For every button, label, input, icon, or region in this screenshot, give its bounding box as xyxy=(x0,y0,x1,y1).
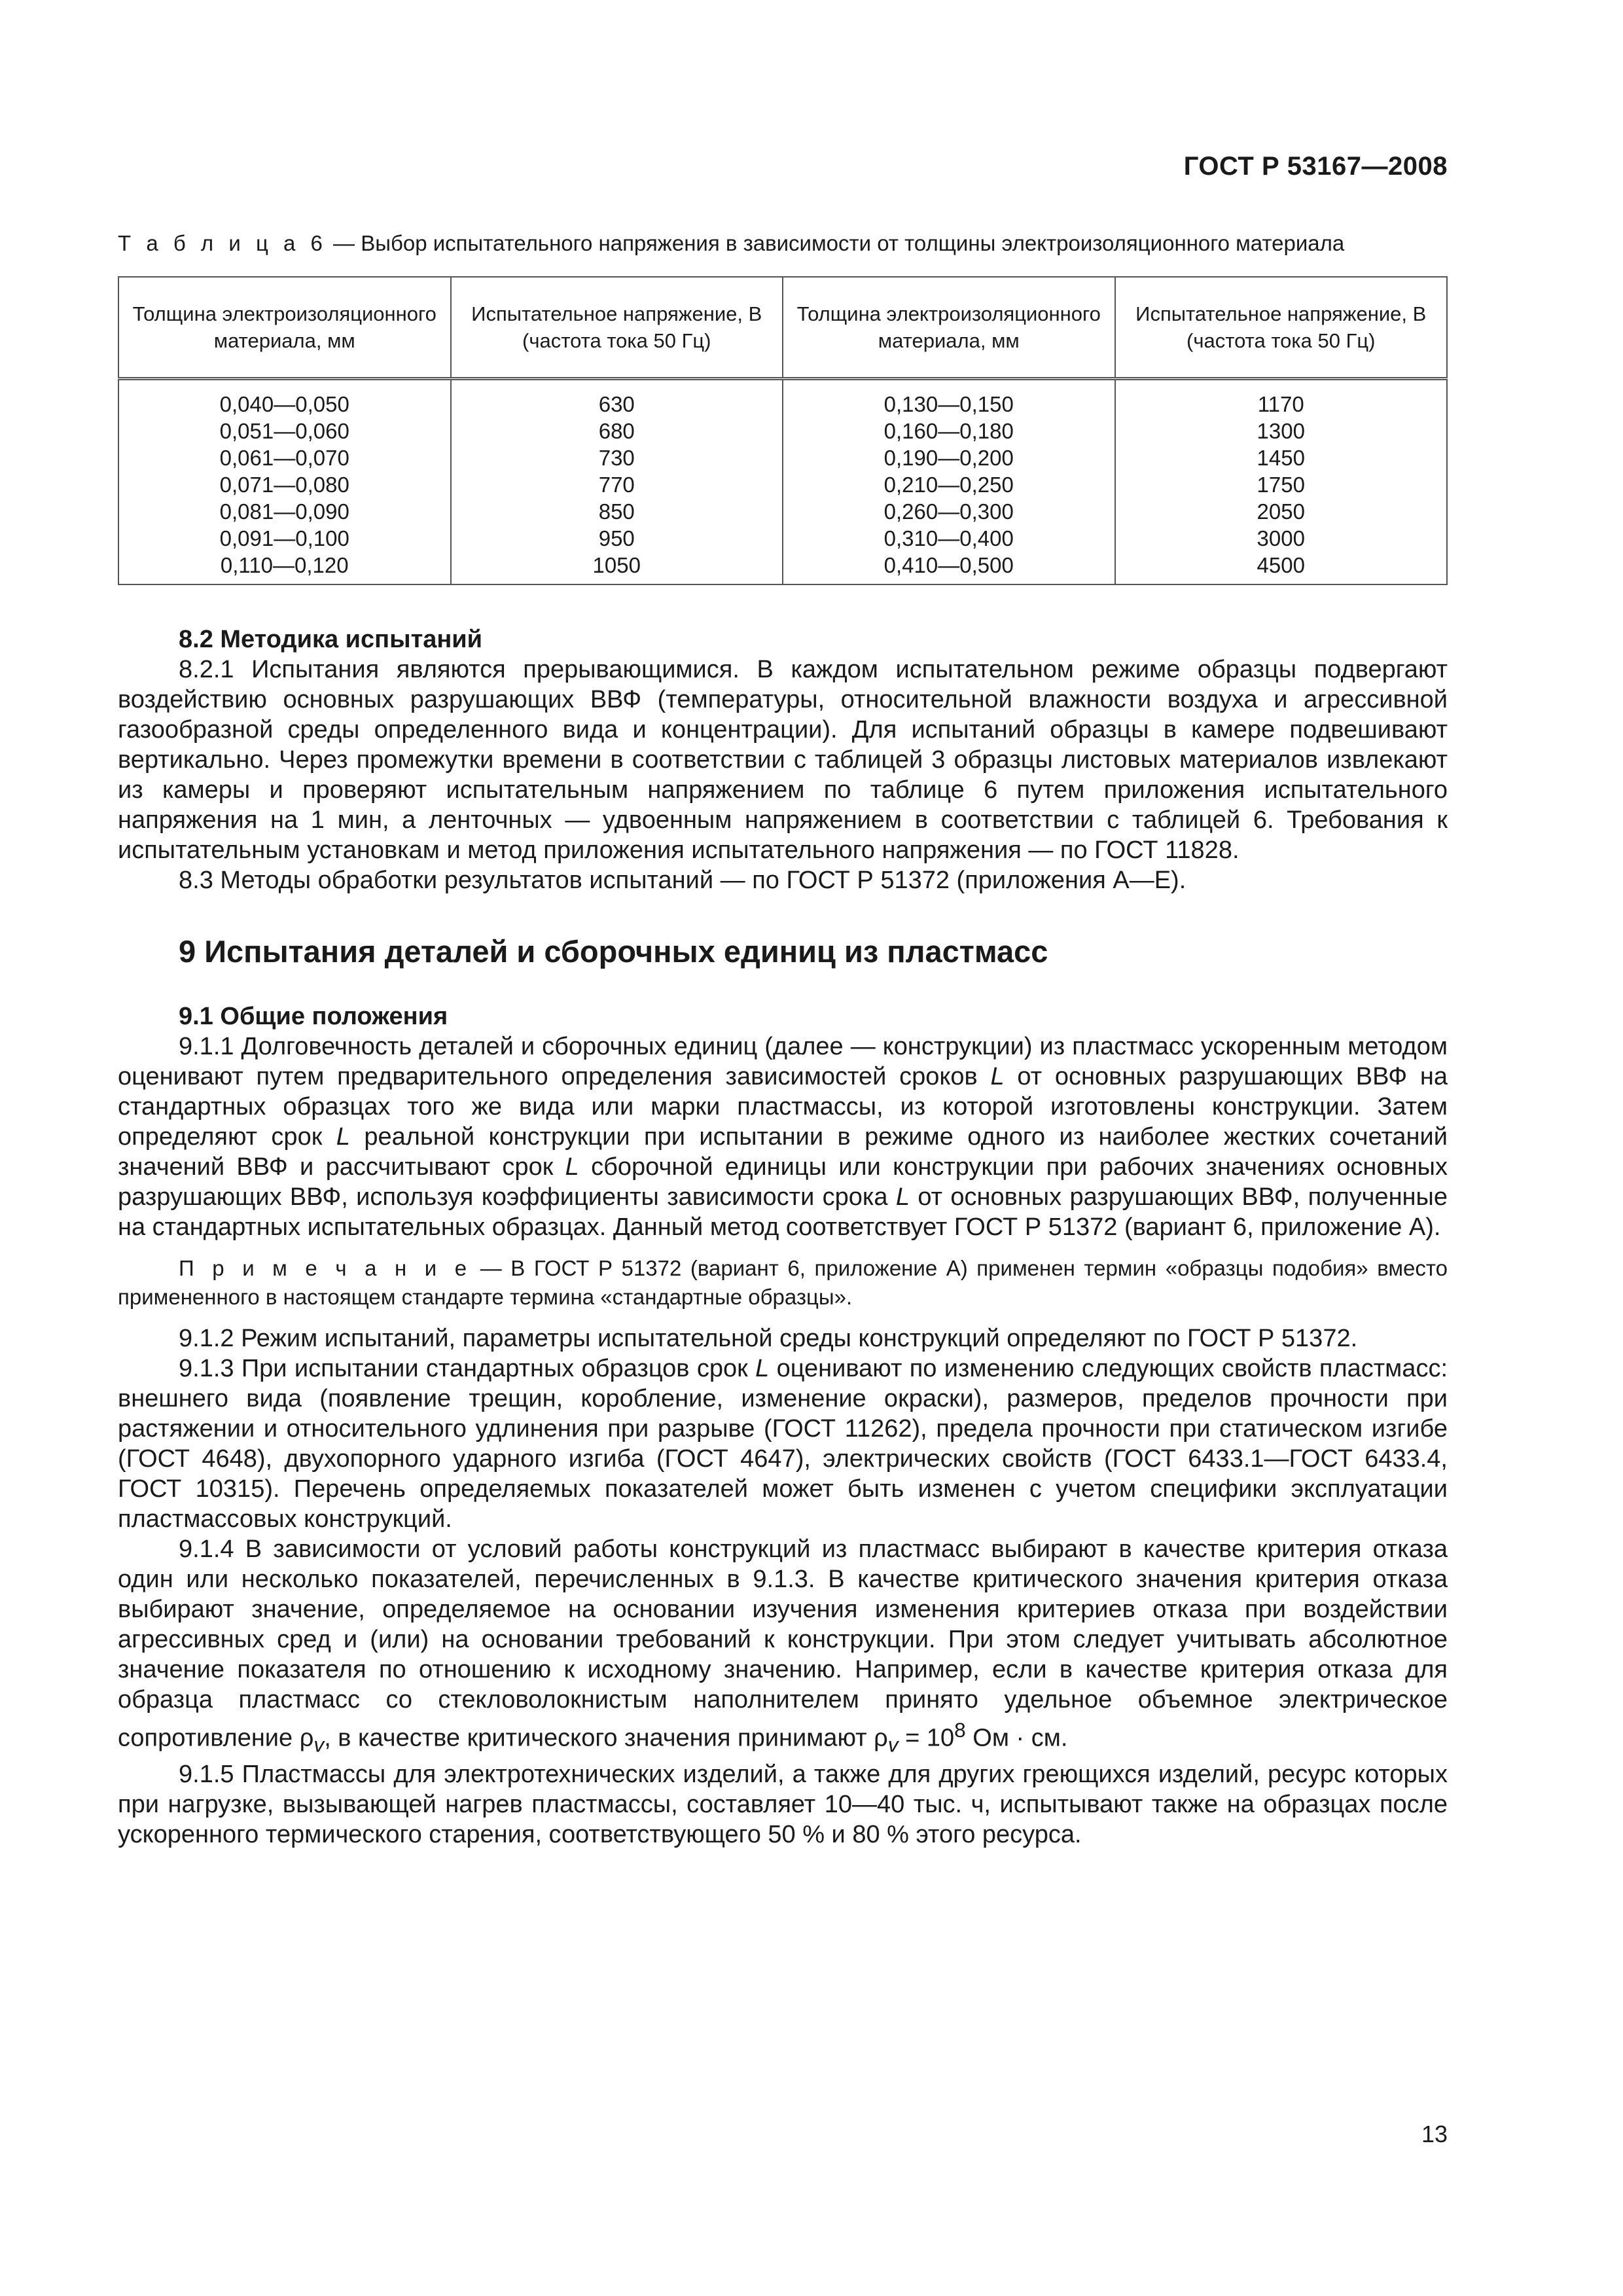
subscript-v: v xyxy=(313,1732,325,1757)
cell-value: 0,410—0,500 xyxy=(883,553,1014,577)
table-cell-thickness xyxy=(783,379,1115,585)
cell-value: 0,160—0,180 xyxy=(883,419,1014,443)
table-caption-label: Т а б л и ц а 6 xyxy=(118,231,327,255)
cell-value: 0,051—0,060 xyxy=(219,419,349,443)
document-header-id: ГОСТ Р 53167—2008 xyxy=(1183,152,1448,181)
cell-value: 850 xyxy=(598,499,635,524)
text-run: от основных разрушающих ВВФ на стандартных образцах того же вида или марки пластмассы, из которой изготовлены конструкции. Затем определяют срок xyxy=(118,1063,1448,1151)
paragraph-9-1-2: 9.1.2 Режим испытаний, параметры испытательной среды конструкций определяют по ГОСТ Р 51372. xyxy=(179,1325,1358,1352)
cell-value: 0,310—0,400 xyxy=(883,526,1014,550)
cell-value: 0,210—0,250 xyxy=(883,473,1014,497)
cell-value: 2050 xyxy=(1257,499,1305,524)
text-run: Ом · см. xyxy=(965,1724,1068,1752)
paragraph-9-1-1 xyxy=(118,1031,1448,1242)
cell-value: 3000 xyxy=(1257,526,1305,550)
cell-value: 0,091—0,100 xyxy=(219,526,349,550)
variable-L: L xyxy=(990,1063,1005,1090)
cell-value: 0,071—0,080 xyxy=(219,473,349,497)
table-caption xyxy=(118,229,1448,258)
table-cell-thickness xyxy=(118,379,451,585)
table-cell-voltage xyxy=(1115,379,1448,585)
cell-value: 0,081—0,090 xyxy=(219,499,349,524)
table-header-cell: Испытательное напряжение, В (частота тока 50 Гц) xyxy=(1115,277,1448,379)
symbol-rho: ρ xyxy=(874,1724,888,1752)
page-content xyxy=(118,229,1448,1850)
variable-L: L xyxy=(895,1183,910,1211)
cell-value: 950 xyxy=(598,526,635,550)
cell-value: 0,110—0,120 xyxy=(220,553,349,577)
cell-value: 1750 xyxy=(1257,473,1305,497)
paragraph-8-3: 8.3 Методы обработки результатов испытаний — по ГОСТ Р 51372 (приложения А—Е). xyxy=(179,867,1186,894)
symbol-rho: ρ xyxy=(299,1724,314,1752)
cell-value: 630 xyxy=(598,392,635,416)
note xyxy=(118,1254,1448,1312)
variable-L: L xyxy=(336,1123,350,1151)
cell-value: 4500 xyxy=(1257,553,1305,577)
cell-value: 770 xyxy=(598,473,635,497)
note-label: П р и м е ч а н и е xyxy=(179,1256,472,1280)
subsection-heading-9-1: 9.1 Общие положения xyxy=(179,1003,448,1030)
cell-value: 680 xyxy=(598,419,635,443)
text-run: от основных разрушающих ВВФ, полученные на стандартных испытательных образцах. Данный метод соответствует ГОСТ Р 51372 (вариант 6, приложение А). xyxy=(118,1183,1448,1241)
table-header-cell: Испытательное напряжение, В (частота тока 50 Гц) xyxy=(451,277,783,379)
text-run: реальной конструкции при испытании в режиме одного из наиболее жестких сочетаний значений ВВФ и рассчитывают срок xyxy=(118,1123,1448,1181)
table-header-row xyxy=(118,277,1447,379)
table-cell-voltage xyxy=(451,379,783,585)
cell-value: 0,260—0,300 xyxy=(883,499,1014,524)
cell-value: 1450 xyxy=(1257,446,1305,470)
text-run: , в качестве критического значения принимают xyxy=(324,1724,874,1752)
exponent: 8 xyxy=(954,1718,966,1742)
text-run: оценивают по изменению следующих свойств пластмасс: внешнего вида (появление трещин, коробление, изменение окраски), размеров, пределов прочности при растяжении и относительного удлинения при разрыве (ГОСТ 11262), предела прочности при статическом изгибе (ГОСТ 4648), двухопорного ударного изгиба (ГОСТ 4647), электрических свойств (ГОСТ 6433.1—ГОСТ 6433.4, ГОСТ 10315). Перечень определяемых показателей может быть изменен с учетом специфики эксплуатации пластмассовых конструкций. xyxy=(118,1355,1448,1533)
cell-value: 730 xyxy=(598,446,635,470)
cell-value: 0,130—0,150 xyxy=(883,392,1014,416)
cell-value: 0,061—0,070 xyxy=(219,446,349,470)
section-heading-9: 9 Испытания деталей и сборочных единиц из пластмасс xyxy=(179,934,1048,969)
table-header-cell: Толщина электроизоляционного материала, мм xyxy=(118,277,451,379)
cell-value: 1050 xyxy=(592,553,641,577)
page-number: 13 xyxy=(1421,2121,1448,2147)
document-body xyxy=(118,624,1448,1850)
variable-L: L xyxy=(565,1153,579,1181)
table-caption-text: — Выбор испытательного напряжения в зависимости от толщины электроизоляционного материала xyxy=(327,231,1345,255)
voltage-table xyxy=(118,276,1448,585)
cell-value: 0,040—0,050 xyxy=(219,392,349,416)
text-run: сборочной единицы или конструкции при рабочих значениях основных разрушающих ВВФ, используя коэффициенты зависимости срока xyxy=(118,1153,1448,1211)
cell-value: 1170 xyxy=(1257,392,1304,416)
paragraph-9-1-4 xyxy=(118,1534,1448,1759)
paragraph-9-1-5: 9.1.5 Пластмассы для электротехнических изделий, а также для других греющихся изделий, ресурс которых при нагрузке, вызывающей нагрев пластмассы, составляет 10—40 тыс. ч, испытывают также на образцах после ускоренного термического старения, соответствующего 50 % и 80 % этого ресурса. xyxy=(118,1761,1448,1849)
text-run: 9.1.3 При испытании стандартных образцов срок xyxy=(179,1355,756,1382)
text-run: = 10 xyxy=(898,1724,955,1752)
cell-value: 0,190—0,200 xyxy=(883,446,1014,470)
note-text: — В ГОСТ Р 51372 (вариант 6, приложение А) применен термин «образцы подобия» вместо примененного в настоящем стандарте термина «стандартные образцы». xyxy=(118,1256,1448,1309)
paragraph-8-2-1: 8.2.1 Испытания являются прерывающимися. В каждом испытательном режиме образцы подвергают воздействию основных разрушающих ВВФ (температуры, относительной влажности воздуха и агрессивной газообразной среды определенного вида и концентрации). Для испытаний образцы в камере подвешивают вертикально. Через промежутки времени в соответствии с таблицей 3 образцы листовых материалов извлекают из камеры и проверяют испытательным напряжением по таблице 6 путем приложения испытательного напряжения на 1 мин, а ленточных — удвоенным напряжением в соответствии с таблицей 6. Требования к испытательным установкам и метод приложения испытательного напряжения — по ГОСТ 11828. xyxy=(118,656,1448,864)
table-row xyxy=(118,379,1447,585)
variable-L: L xyxy=(755,1355,770,1382)
paragraph-9-1-3 xyxy=(118,1354,1448,1534)
text-run: 9.1.1 Долговечность деталей и сборочных единиц (далее — конструкции) из пластмасс ускоренным методом оценивают путем предварительного определения зависимостей сроков xyxy=(118,1033,1448,1090)
subsection-heading-8-2: 8.2 Методика испытаний xyxy=(179,626,482,653)
text-run: 9.1.4 В зависимости от условий работы конструкций из пластмасс выбирают в качестве критерия отказа один или несколько показателей, перечисленных в 9.1.3. В качестве критического значения критерия отказа выбирают значение, определяемое на основании изучения изменения критериев отказа при воздействии агрессивных сред и (или) на основании требований к конструкции. При этом следует учитывать абсолютное значение показателя по отношению к исходному значению. Например, если в качестве критерия отказа для образца пластмасс со стекловолокнистым наполнителем принято удельное объемное электрическое сопротивление xyxy=(118,1535,1448,1752)
table-header-cell: Толщина электроизоляционного материала, мм xyxy=(783,277,1115,379)
cell-value: 1300 xyxy=(1257,419,1305,443)
subscript-v: v xyxy=(887,1732,899,1757)
